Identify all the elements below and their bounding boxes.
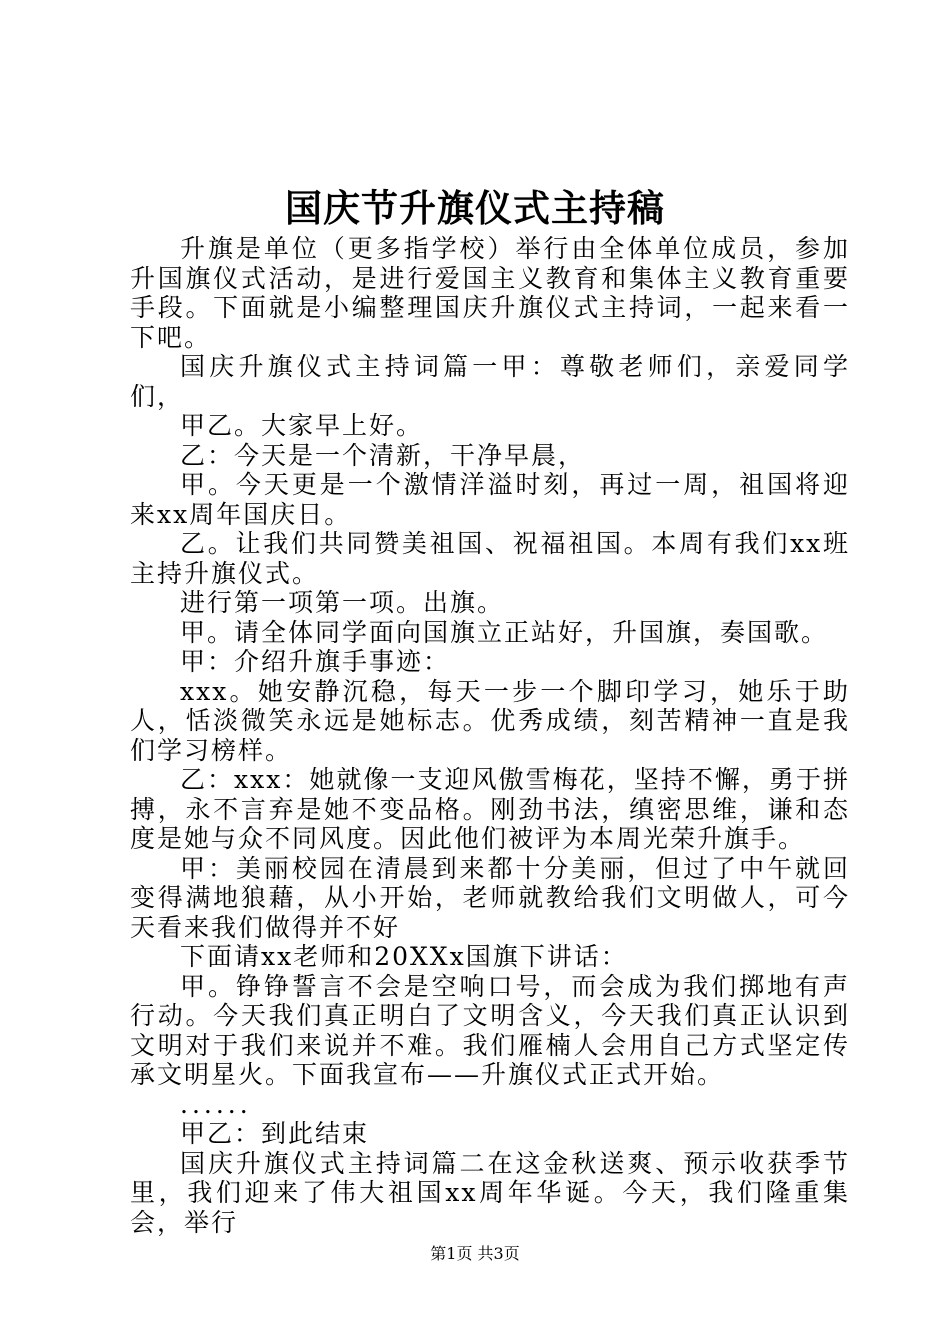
paragraph: 升旗是单位（更多指学校）举行由全体单位成员，参加升国旗仪式活动，是进行爱国主义教育和集体主义教育重要手段。下面就是小编整理国庆升旗仪式主持词，一起来看一下吧。 xyxy=(130,234,850,352)
paragraph: 国庆升旗仪式主持词篇二在这金秋送爽、预示收获季节里，我们迎来了伟大祖国xx周年华诞。今天，我们隆重集会，举行 xyxy=(130,1148,850,1237)
paragraph: 甲：介绍升旗手事迹： xyxy=(180,647,451,676)
document-body xyxy=(130,234,850,1237)
paragraph: 乙：xxx：她就像一支迎风傲雪梅花，坚持不懈，勇于拼搏，永不言弃是她不变品格。刚劲书法，缜密思维，谦和态度是她与众不同风度。因此他们被评为本周光荣升旗手。 xyxy=(130,765,850,853)
paragraph: 甲。铮铮誓言不会是空响口号，而会成为我们掷地有声行动。今天我们真正明白了文明含义，今天我们真正认识到文明对于我们来说并不难。我们雁楠人会用自己方式坚定传承文明星火。下面我宣布——升旗仪式正式开始。 xyxy=(130,971,850,1089)
paragraph: 乙。让我们共同赞美祖国、祝福祖国。本周有我们xx班主持升旗仪式。 xyxy=(130,529,850,588)
page-footer: 第1页 共3页 xyxy=(430,1244,520,1263)
paragraph: 乙：今天是一个清新，干净早晨， xyxy=(180,440,586,470)
paragraph: 甲乙：到此结束 xyxy=(180,1119,370,1148)
paragraph: 国庆升旗仪式主持词篇一甲：尊敬老师们，亲爱同学们， xyxy=(130,352,850,411)
ellipsis-paragraph: ...... xyxy=(180,1089,252,1119)
paragraph: 甲：美丽校园在清晨到来都十分美丽，但过了中午就回变得满地狼藉，从小开始，老师就教给我们文明做人，可今天看来我们做得并不好 xyxy=(130,853,850,942)
paragraph: 进行第一项第一项。出旗。 xyxy=(180,588,505,617)
paragraph: 甲乙。大家早上好。 xyxy=(180,411,424,440)
paragraph: 甲。今天更是一个激情洋溢时刻，再过一周，祖国将迎来xx周年国庆日。 xyxy=(130,470,850,529)
document-title: 国庆节升旗仪式主持稿 xyxy=(285,186,665,230)
paragraph: xxx。她安静沉稳，每天一步一个脚印学习，她乐于助人，恬淡微笑永远是她标志。优秀成绩，刻苦精神一直是我们学习榜样。 xyxy=(130,676,850,765)
paragraph: 下面请xx老师和20XXx国旗下讲话： xyxy=(180,942,628,971)
paragraph: 甲。请全体同学面向国旗立正站好，升国旗，奏国歌。 xyxy=(180,617,829,647)
